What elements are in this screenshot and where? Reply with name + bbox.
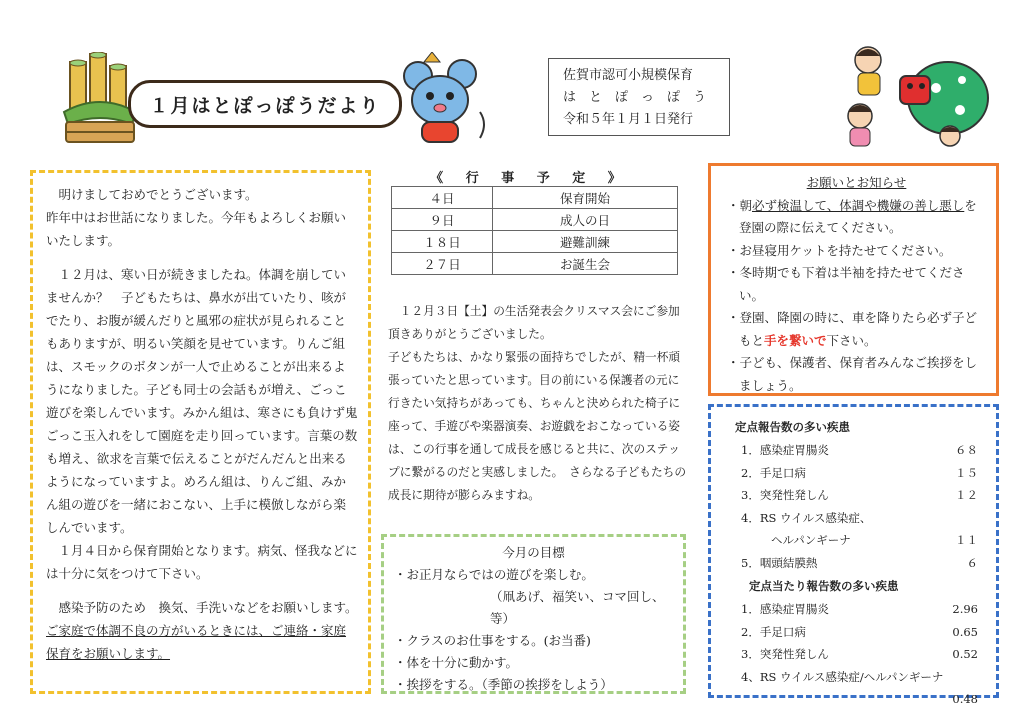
christmas-thanks: １２月３日【土】の生活発表会クリスマス会にご参加頂きありがとうございました。	[388, 304, 680, 341]
schedule-event: 避難訓練	[493, 231, 678, 253]
greeting-section	[30, 170, 371, 694]
goal-item: ・挨拶をする。（季節の挨拶をしよう）	[394, 677, 613, 692]
disease-name: 4、RS ウイルス感染症/ヘルパンギーナ	[741, 669, 944, 684]
christmas-report	[388, 300, 688, 507]
greeting-line: 明けましておめでとうございます。	[58, 187, 258, 202]
notice-title: お願いとお知らせ	[806, 175, 907, 190]
org-info-box	[548, 58, 730, 136]
list-item	[725, 484, 978, 507]
disease-name: ヘルパンギーナ	[771, 533, 851, 547]
org-name: 佐賀市認可小規模保育	[563, 68, 694, 83]
disease-value: １２	[955, 488, 978, 502]
notice-item	[727, 307, 986, 352]
table-row	[392, 187, 678, 209]
notice-item: ・子ども、保護者、保育者みんなご挨拶をしましょう。	[727, 355, 978, 393]
goals-title: 今月の目標	[502, 545, 565, 560]
notice-text: を登園の際に伝えてください。	[739, 197, 977, 235]
schedule-date: １８日	[392, 231, 493, 253]
list-item	[725, 643, 978, 666]
disease-name: 2．手足口病	[741, 465, 806, 480]
goal-item-detail: （凧あげ、福笑い、コマ回し、等）	[490, 589, 665, 626]
schedule-title: 《 行 事 予 定 》	[430, 171, 630, 186]
disease-name: 2．手足口病	[741, 624, 806, 639]
notice-item: ・冬時期でも下着は半袖を持たせてください。	[727, 265, 965, 303]
schedule-table	[391, 186, 678, 275]
goal-item: ・体を十分に動かす。	[394, 655, 519, 670]
notice-item: ・お昼寝用ケットを持たせてください。	[727, 242, 952, 258]
list-item	[725, 666, 978, 689]
disease-name: 5．咽頭結膜熱	[741, 555, 818, 570]
home-care-request: ご家庭で体調不良の方がいるときには、ご連絡・家庭保育をお願いします。	[46, 623, 347, 661]
disease-value: 0.52	[952, 647, 978, 661]
disease-value: 0.65	[952, 624, 978, 639]
disease-value: 0.48	[952, 692, 978, 706]
table-row	[392, 209, 678, 231]
december-report: １２月は、寒い日が続きましたね。体調を崩していませんか？ 子どもたちは、鼻水が出ていたり、咳がでたり、お腹が緩んだりと風邪の症状が見られることもありますが、明るい笑顔を見せています。りんご組は、スモックのボタンが一人で止めることが出来るようになりました。子ども同士の会話もが増え、ごっこ遊びを楽しんでいます。みかん組は、寒さにも負けず鬼ごっこ玉入れをして園庭を走り回っています。言葉の数も増え、欲求を言葉で伝えることがだんだんと出来るようになっていますよ。めろん組は、りんご組、みかん組の遊びを一緒におこない、上手に模倣しながら楽しんでいます。	[46, 267, 358, 535]
list-item	[725, 621, 978, 644]
schedule-date: ９日	[392, 209, 493, 231]
january-start-notice: １月４日から保育開始となります。病気、怪我などには十分に気をつけて下さい。	[46, 543, 358, 581]
notice-text: ・朝	[727, 197, 753, 213]
monthly-goals	[381, 534, 686, 694]
schedule-event: 保育開始	[493, 187, 678, 209]
disease-value: ６８	[955, 443, 978, 457]
table-row	[392, 231, 678, 253]
list-item	[725, 552, 978, 575]
christmas-reflection: 子どもたちは、かなり緊張の面持ちでしたが、精一杯頑張っていたと思っています。目の前にいる保護者の元に行きたい気持ちがあっても、ちゃんと決められた椅子に座って、手遊びや楽器演奏、お遊戯をおこなっている姿は、この行事を通して成長を感じると共に、次のステップに繋がるのだと実感しました。 さらなる子どもたちの成長に期待が膨らみますね。	[388, 350, 687, 502]
list-item	[725, 507, 978, 530]
newsletter-title: １月はとぽっぽうだより	[128, 80, 402, 128]
stats-heading: 定点当たり報告数の多い疾患	[749, 579, 899, 593]
notice-text: 下さい。	[826, 332, 877, 348]
issue-date: 令和５年１月１日発行	[563, 112, 694, 127]
org-subname: はとぽっぽう	[563, 90, 720, 105]
list-item	[725, 439, 978, 462]
goal-item: ・お正月ならではの遊びを楽しむ。	[394, 567, 594, 582]
notice-section	[708, 163, 999, 396]
disease-name: 1．感染症胃腸炎	[741, 443, 829, 457]
disease-name: 1．感染症胃腸炎	[741, 602, 829, 616]
list-item	[725, 529, 978, 552]
notice-underlined: 必ず検温して、体調や機嫌の善し悪し	[752, 197, 965, 213]
list-item	[725, 462, 978, 485]
mouse-illustration	[392, 52, 492, 148]
disease-name: 3．突発性発しん	[741, 488, 829, 502]
stats-heading: 定点報告数の多い疾患	[735, 420, 850, 434]
disease-name: 4．RS ウイルス感染症、	[741, 510, 872, 525]
schedule-date: ２７日	[392, 253, 493, 275]
notice-text: ・登園、降園の時に、車を降りたら必ず子どもと	[727, 310, 978, 348]
disease-value: 2.96	[952, 602, 978, 616]
disease-value: ６	[966, 555, 978, 570]
schedule-event: お誕生会	[493, 253, 678, 275]
disease-value: １１	[955, 533, 978, 547]
notice-highlight: 手を繋いで	[764, 332, 827, 348]
lion-dance-illustration	[840, 36, 990, 148]
schedule-event: 成人の日	[493, 209, 678, 231]
infection-prevention-text: 感染予防のため 換気、手洗いなどをお願いします。	[58, 600, 358, 615]
disease-stats	[708, 404, 999, 706]
list-item	[725, 688, 978, 711]
table-row	[392, 253, 678, 275]
list-item	[725, 598, 978, 621]
schedule-date: ４日	[392, 187, 493, 209]
greeting-paragraph: 昨年中はお世話になりました。今年もよろしくお願いいたします。	[46, 210, 347, 248]
infection-prevention	[46, 596, 358, 665]
goal-item: ・クラスのお仕事をする。(お当番)	[394, 633, 591, 648]
disease-name: 3．突発性発しん	[741, 647, 829, 661]
disease-value: １５	[955, 465, 978, 480]
notice-item	[727, 195, 986, 240]
